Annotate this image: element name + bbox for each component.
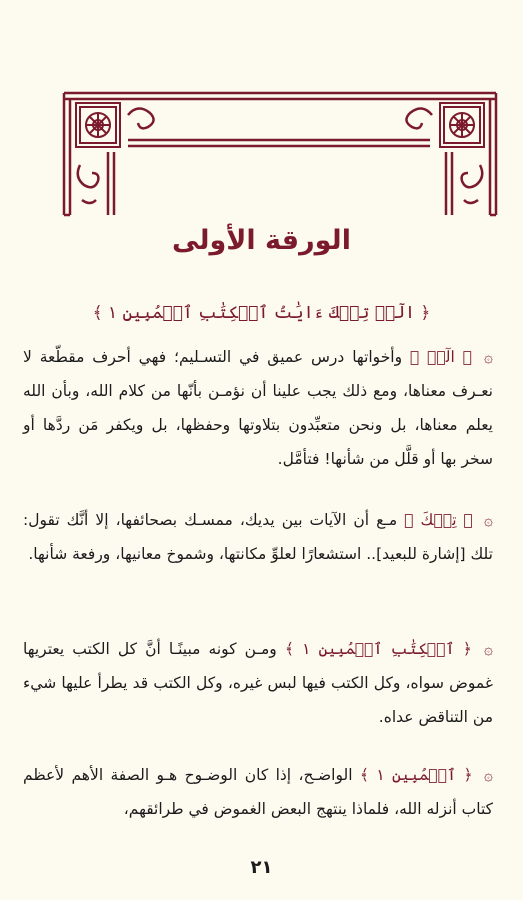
paragraph-4 (23, 758, 493, 826)
paragraph-text: وأخواتها درس عميق في التسـليم؛ فهي أحرف مقطّعة لا نعـرف معناها، ومع ذلك يجب علينا أن نؤمـن بأنّها من كلام الله، وبأن الله يعلم معناها، بل ونحن متعبِّدون بتلاوتها وحفظها، بل ويكفر مَن ردَّها أو سخر بها أو قلَّل من شأنها! فتأمَّل. (23, 348, 493, 468)
chapter-title: الورقة الأولى (172, 225, 351, 256)
quran-quote: ﴿ ٱلۡكِتَٰبِ ٱلۡمُبِينِ ١ ﴾ (284, 640, 472, 658)
rub-el-hizb-icon: ۞ (483, 640, 493, 658)
quran-quote: ﴿ ٱلۡمُبِينِ ١ ﴾ (359, 766, 473, 784)
left-corner-rosette (76, 103, 120, 147)
quran-quote: ﴿ الٓرۚ ﴾ (409, 348, 472, 366)
paragraph-text: الواضـح، إذا كان الوضـوح هـو الصفة الأهم لأعظم كتاب أنزله الله، فلماذا ينتهج البعض الغموض في طرائقهم، (23, 766, 493, 818)
paragraph-2 (23, 503, 493, 571)
paragraph-text: مـع أن الآيات بين يديك، ممسـك بصحائفها، إلا أنَّك تقول: تلك [إشارة للبعيد].. استشعارًا لعلوِّ مكانتها، وشموخ معانيها، ورفعة شأنها. (23, 511, 493, 563)
right-corner-rosette (440, 103, 484, 147)
ornamental-header-frame (0, 0, 523, 260)
opening-verse: ﴿ الٓرۚ تِلۡكَ ءَايَٰتُ ٱلۡكِتَٰبِ ٱلۡمُبِينِ ١ ﴾ (92, 303, 431, 323)
page-number: ٢١ (250, 857, 273, 878)
paragraph-1 (23, 340, 493, 476)
paragraph-text: ومـن كونه مبينًـا أنَّ كل الكتب يعتريها غموض سواه، وكل الكتب فيها لبس غيره، وكل الكتب قد يطرأ عليها شيء من التناقض عداه. (23, 640, 493, 726)
rub-el-hizb-icon: ۞ (483, 511, 493, 529)
paragraph-3 (23, 632, 493, 734)
rub-el-hizb-icon: ۞ (483, 766, 493, 784)
quran-quote: ﴿ تِلۡكَ ﴾ (404, 511, 473, 529)
rub-el-hizb-icon: ۞ (483, 348, 493, 366)
